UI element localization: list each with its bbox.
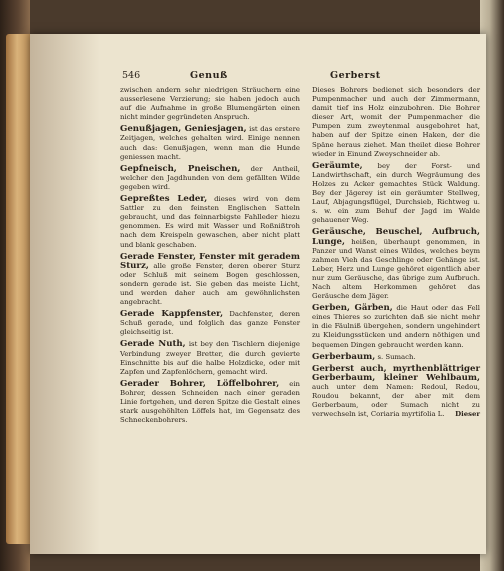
entry: Gerben, Gärben, die Haut oder das Fell eines Thieres so zurichten daß sie nicht mehr in die Fäulniß übergehen, sondern ungehindert zu Kleidungsstücken und andern nöthigen und bequemen Dingen gebraucht werden kann.: [312, 303, 480, 349]
entry: Genußjagen, Geniesjagen, ist das erstere Zeitjagen, welches gehalten wird. Einige nennen auch das: Genußjagen, wenn man die Hunde geniessen macht.: [120, 124, 300, 161]
right-column: [312, 86, 480, 422]
left-column: [120, 86, 300, 428]
entry: Gerade Nuth, ist bey den Tischlern diejenige Verbindung zweyer Bretter, die durch gevierte Einschnitte bis auf die halbe Holzdicke, oder mit Zapfen und Zapfenlöchern, gemacht wird.: [120, 339, 301, 376]
entry: Gepfneisch, Pneischen, der Antheil, welcher den Jagdhunden von dem gefällten Wilde gegeben wird.: [120, 163, 300, 191]
entry: Gerberst auch, myrthenblättriger Gerberbaum, kleiner Wehlbaum, auch unter dem Namen: Redoul, Redou, Roudou bekannt, der aber mit dem Gerberbaum, oder Sumach nicht zu verwechseln ist, Coriaria myrtifolia L. Dieser: [312, 363, 480, 419]
entry: zwischen andern sehr niedrigen Sträuchern eine ausserlesene Verzierung; sie haben jedoch auch auf die Aufnahme in große Blumengärten einen nicht minder gegründeten Anspruch.: [120, 86, 300, 122]
entry: Gerberbaum, s. Sumach.: [312, 351, 416, 362]
entry: Dieses Bohrers bedienet sich besonders der Pumpenmacher und auch der Zimmermann, damit tief ins Holz einzubohren. Die Bohrer dieser Art, womit der Pumpenmacher die Pumpen zum zweytenmal ausgebohret hat, haben auf der Spitze einen Haken, der die Späne heraus ziehet. Man theilet diese Bohrer wieder in Einund Zweyschneider ab.: [312, 86, 480, 158]
page-number: 546: [122, 70, 141, 81]
book-page: [30, 34, 486, 554]
entry: Geräusche, Beuschel, Aufbruch, Lunge, heißen, überhaupt genommen, in Panzer und Wanst eines Wildes, welches beym zahmen Vieh das Geschlinge oder Gehänge ist. Leber, Herz und Lunge gehöret eigentlich aber nur zum Geräusche, das übrige zum Aufbruch. Nach altem Herkommen gehöret das Geräusche dem Jäger.: [312, 227, 480, 301]
entry: Gerade Fenster, Fenster mit geradem Sturz, alle große Fenster, deren oberer Sturz oder Schluß mit seinem Bogen geschlossen, sondern gerade ist. Sie geben das meiste Licht, und werden daher auch am gewöhnlichsten angebracht.: [120, 251, 300, 307]
running-head-right: Gerberst: [330, 70, 381, 81]
running-head-left: Genuß: [190, 70, 228, 81]
entry: Gerade Kappfenster, Dachfenster, deren Schuß gerade, und folglich das ganze Fenster gleichseitig ist.: [120, 309, 300, 337]
catchword: Dieser: [455, 410, 480, 419]
entry: Gerader Bohrer, Löffelbohrer, ein Bohrer, dessen Schneiden nach einer geraden Linie fortgehen, und deren Spitze die Gestalt eines stark ausgehöhlten Löffels hat, im Gegensatz des Schneckenbohrers.: [120, 378, 300, 425]
entry: Geräumte, bey der Forst- und Landwirthschaft, ein durch Wegräumung des Holzes zu Acker gemachtes Stück Waldung. Bey der Jägerey ist ein geräumter Stellweg, Lauf, Abjagungsflügel, Durchsieb, Richtweg u. s. w. ein zum Behuf der Jagd im Walde gehauener Weg.: [312, 160, 480, 225]
entry: Gepreßtes Leder, dieses wird von dem Sattler zu den feinsten Englischen Satteln gebraucht, und das feinnarbigste Fahlleder hiezu genommen. Es wird mit Wasser und Roßnißtroh nach dem Kreispeln gewaschen, aber nicht platt und blank geschaben.: [120, 194, 300, 249]
